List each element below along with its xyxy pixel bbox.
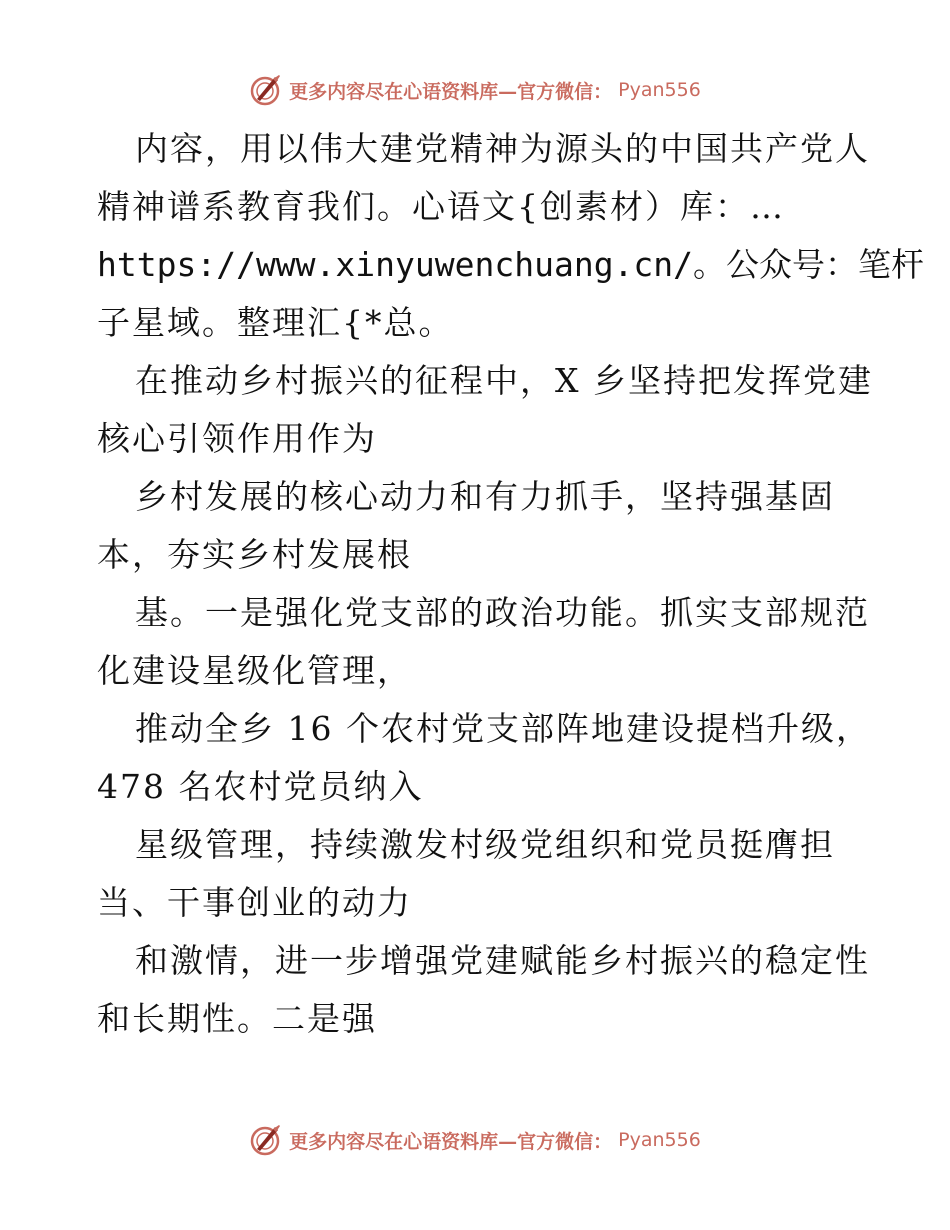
body-line: 核心引领作用作为 [97, 419, 377, 458]
body-line: 星级管理，持续激发村级党组织和党员挺膺担 [135, 825, 835, 864]
body-line: 推动全乡 16 个农村党支部阵地建设提档升级， [135, 709, 871, 748]
body-line: 当、干事创业的动力 [97, 883, 412, 922]
body-line: 和长期性。二是强 [97, 999, 377, 1038]
body-line: 精神谱系教育我们。心语文{创素材）库：… [97, 187, 785, 226]
header-brand-text: 更多内容尽在心语资料库—官方微信： [289, 80, 613, 103]
body-line: 和激情，进一步增强党建赋能乡村振兴的稳定性 [135, 941, 870, 980]
footer-brand-text: 更多内容尽在心语资料库—官方微信： [289, 1130, 613, 1153]
quill-seal-icon [249, 1123, 283, 1157]
body-line: 在推动乡村振兴的征程中，X 乡坚持把发挥党建 [135, 361, 873, 400]
body-line: 内容，用以伟大建党精神为源头的中国共产党人 [135, 129, 870, 168]
header-wechat-id: Pyan556 [618, 79, 701, 101]
body-line: 478 名农村党员纳入 [97, 767, 424, 806]
body-line: 乡村发展的核心动力和有力抓手，坚持强基固 [135, 477, 835, 516]
footer-wechat-id: Pyan556 [618, 1129, 701, 1151]
body-line: 基。一是强化党支部的政治功能。抓实支部规范 [135, 593, 870, 632]
footer-watermark-banner [0, 1118, 950, 1162]
header-watermark-banner [0, 68, 950, 112]
body-line: 本，夯实乡村发展根 [97, 535, 412, 574]
quill-seal-icon [249, 73, 283, 107]
document-body [97, 120, 925, 1048]
body-line: 子星域。整理汇{*总。 [97, 303, 454, 342]
body-line-url: https://www.xinyuwenchuang.cn/。公众号：笔杆 [97, 245, 925, 284]
body-line: 化建设星级化管理， [97, 651, 412, 690]
